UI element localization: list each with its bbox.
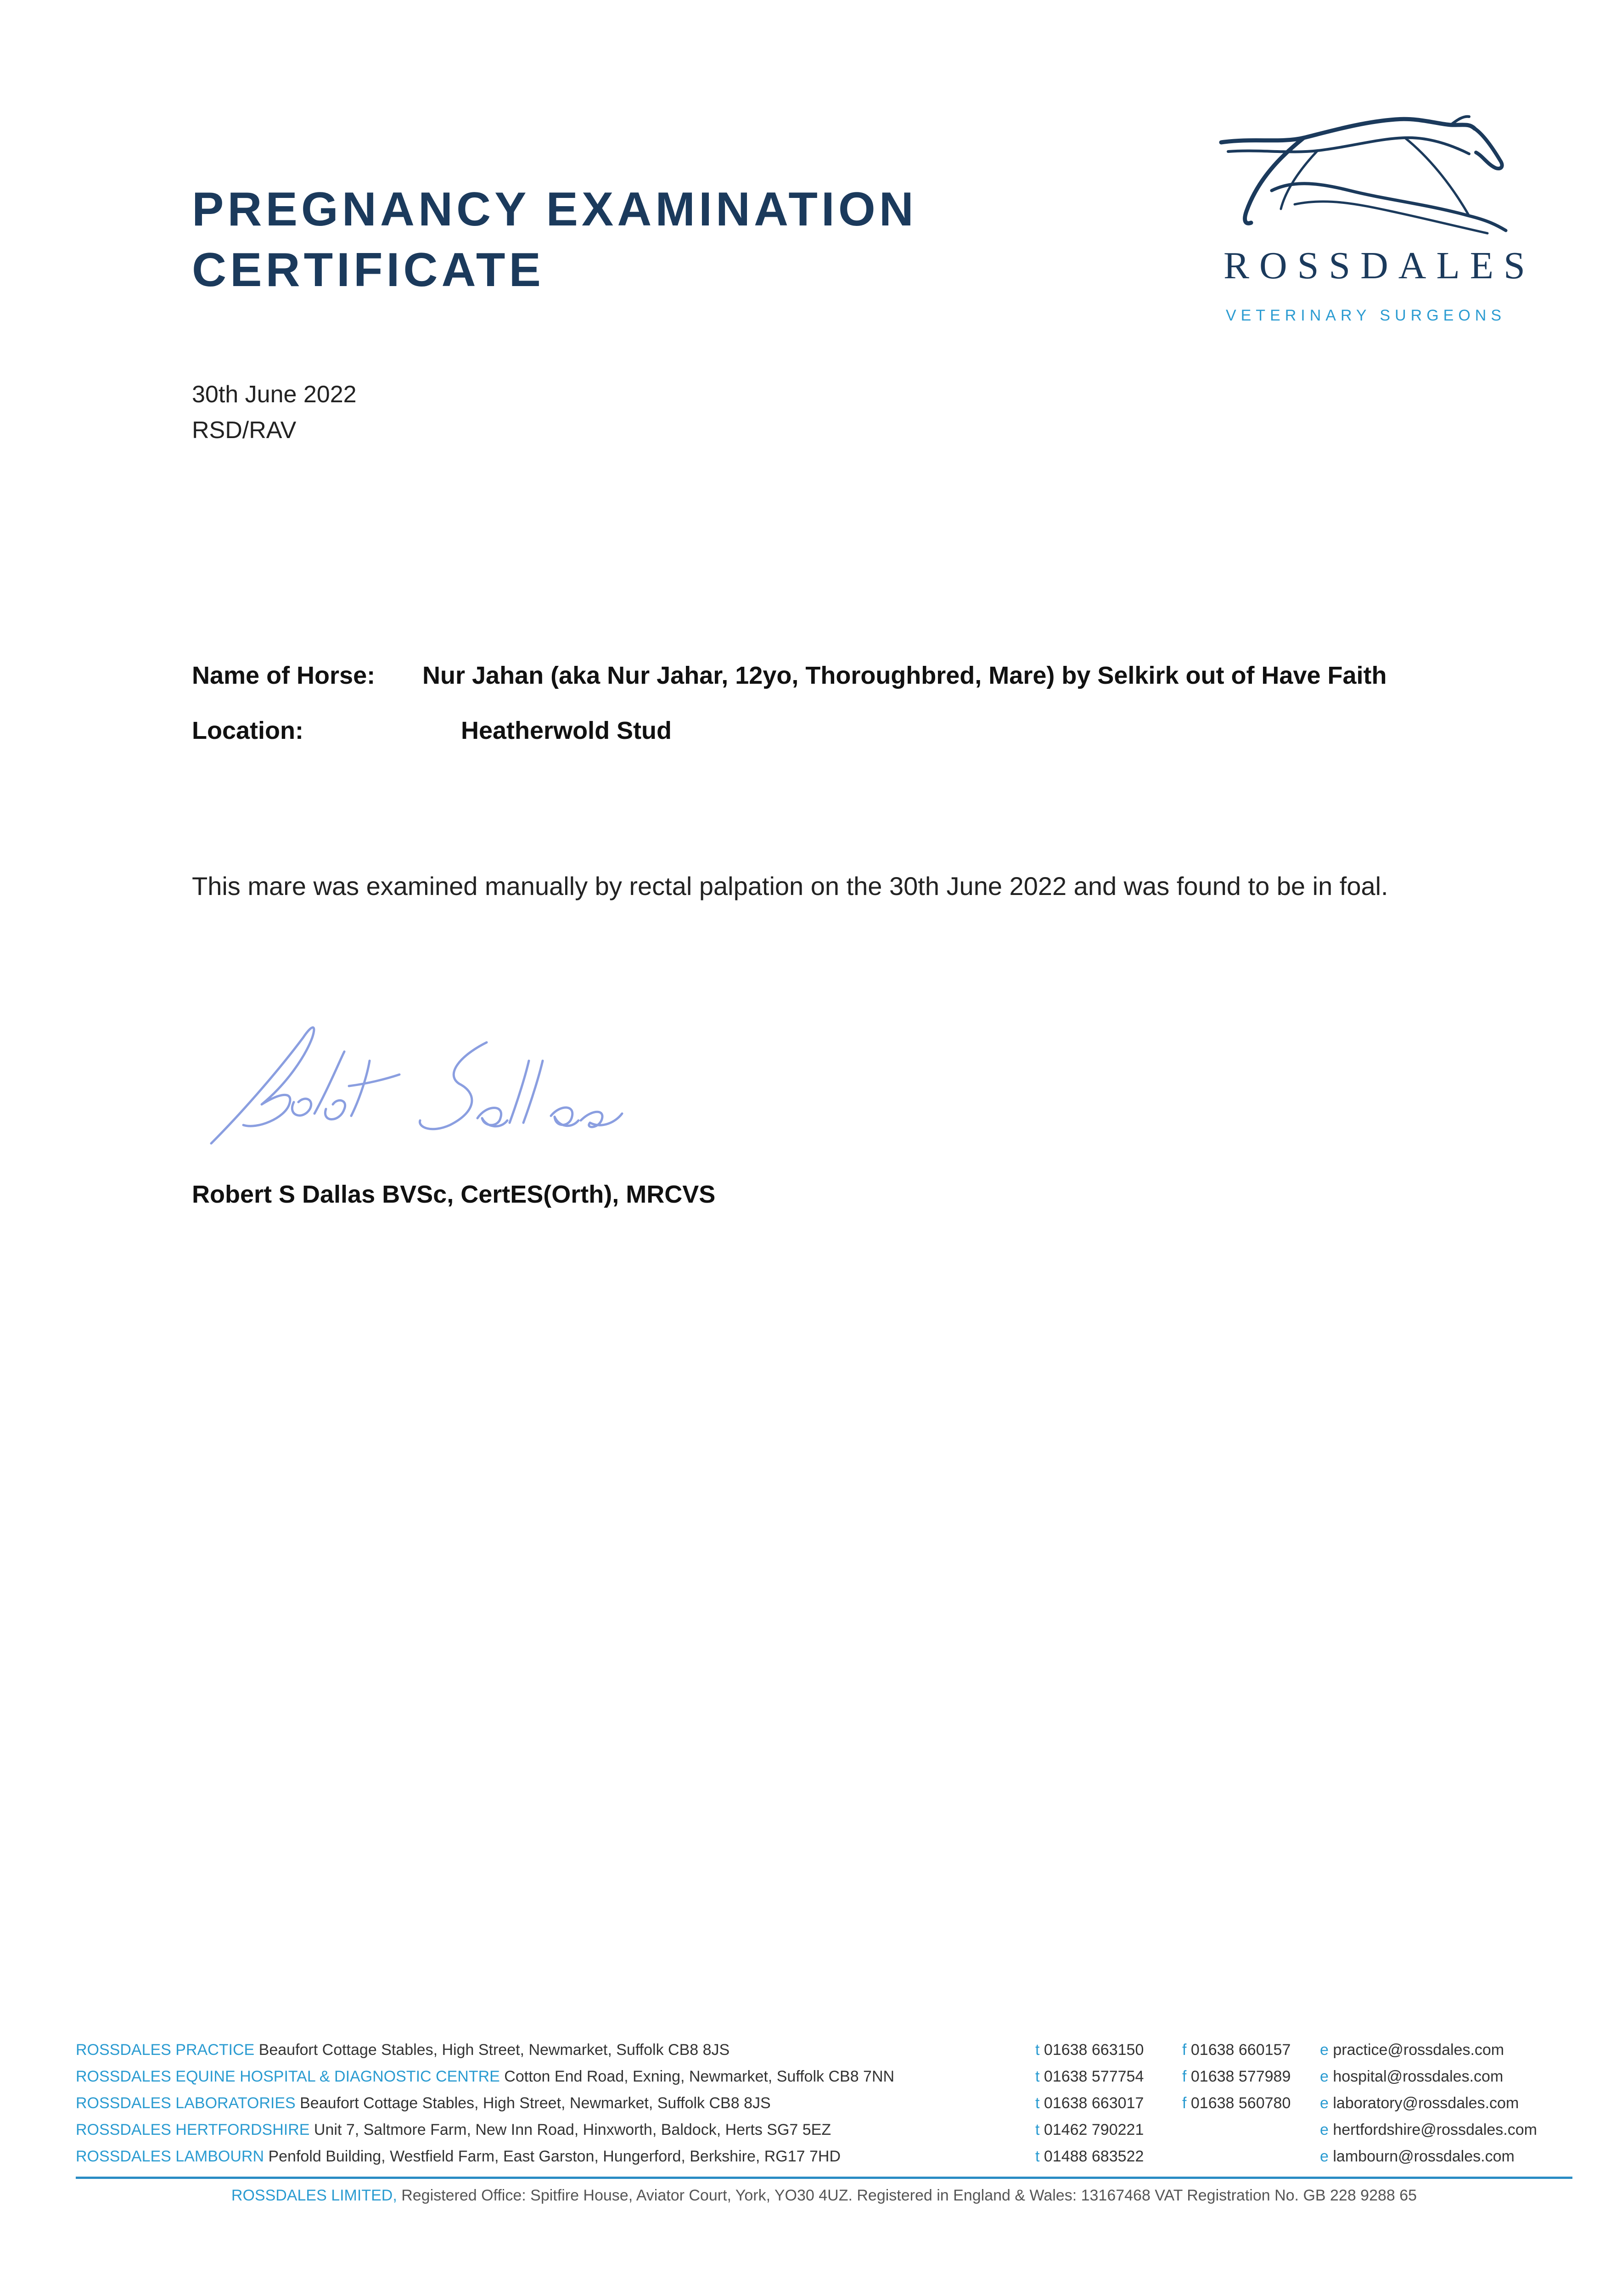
office-address: Cotton End Road, Exning, Newmarket, Suffolk CB8 7NN: [500, 2068, 895, 2085]
footer-divider: [76, 2177, 1572, 2179]
office-phone: 01462 790221: [1039, 2121, 1144, 2138]
logo-subtitle: VETERINARY SURGEONS: [1225, 307, 1506, 324]
office-name: ROSSDALES LAMBOURN: [76, 2148, 264, 2165]
office-line: [76, 2041, 730, 2059]
title-line-1: PREGNANCY EXAMINATION: [192, 183, 917, 236]
phone-cell: [1035, 2068, 1144, 2086]
horse-name-label: Name of Horse:: [192, 662, 376, 689]
email-prefix: e: [1320, 2121, 1329, 2138]
office-email: hertfordshire@rossdales.com: [1328, 2121, 1537, 2138]
footer-row-hertfordshire: [76, 2121, 1572, 2148]
email-prefix: e: [1320, 2094, 1329, 2112]
handwritten-signature: [202, 1010, 661, 1157]
footer-row-hospital: [76, 2068, 1572, 2094]
office-fax: 01638 560780: [1186, 2094, 1291, 2112]
footer-offices: [76, 2041, 1572, 2174]
phone-cell: [1035, 2121, 1144, 2139]
office-line: [76, 2094, 771, 2112]
email-cell: [1320, 2148, 1515, 2166]
location-label: Location:: [192, 717, 303, 744]
office-phone: 01638 663150: [1039, 2041, 1144, 2059]
office-email: lambourn@rossdales.com: [1328, 2148, 1515, 2165]
office-name: ROSSDALES PRACTICE: [76, 2041, 255, 2059]
phone-prefix: t: [1035, 2121, 1040, 2138]
email-cell: [1320, 2068, 1503, 2086]
title-line-2: CERTIFICATE: [192, 243, 544, 297]
reference-code: RSD/RAV: [192, 417, 297, 444]
email-prefix: e: [1320, 2148, 1329, 2165]
fax-prefix: f: [1182, 2041, 1187, 2059]
office-name: ROSSDALES LABORATORIES: [76, 2094, 296, 2112]
certificate-title: [192, 179, 917, 300]
office-phone: 01638 577754: [1039, 2068, 1144, 2085]
phone-prefix: t: [1035, 2148, 1040, 2165]
office-name: ROSSDALES HERTFORDSHIRE: [76, 2121, 310, 2138]
legal-company-name: ROSSDALES LIMITED,: [231, 2187, 397, 2204]
phone-prefix: t: [1035, 2041, 1040, 2059]
phone-cell: [1035, 2041, 1144, 2059]
fax-prefix: f: [1182, 2094, 1187, 2112]
horse-name-value: Nur Jahan (aka Nur Jahar, 12yo, Thoroughbred, Mare) by Selkirk out of Have Faith: [422, 662, 1387, 689]
location-value: Heatherwold Stud: [461, 717, 672, 744]
office-email: practice@rossdales.com: [1328, 2041, 1504, 2059]
footer-row-laboratories: [76, 2094, 1572, 2121]
office-line: [76, 2148, 841, 2166]
phone-prefix: t: [1035, 2094, 1040, 2112]
office-address: Penfold Building, Westfield Farm, East Garston, Hungerford, Berkshire, RG17 7HD: [264, 2148, 841, 2165]
footer-row-lambourn: [76, 2148, 1572, 2174]
examination-statement: This mare was examined manually by rectal palpation on the 30th June 2022 and was found to be in foal.: [192, 872, 1388, 900]
office-phone: 01488 683522: [1039, 2148, 1144, 2165]
horse-logo-icon: [1212, 110, 1535, 331]
email-cell: [1320, 2041, 1504, 2059]
phone-cell: [1035, 2094, 1144, 2112]
email-cell: [1320, 2121, 1537, 2139]
office-address: Unit 7, Saltmore Farm, New Inn Road, Hinxworth, Baldock, Herts SG7 5EZ: [309, 2121, 831, 2138]
office-address: Beaufort Cottage Stables, High Street, Newmarket, Suffolk CB8 8JS: [295, 2094, 771, 2112]
certificate-date: 30th June 2022: [192, 381, 357, 408]
logo-wordmark: ROSSDALES: [1224, 244, 1535, 287]
email-prefix: e: [1320, 2041, 1329, 2059]
office-email: laboratory@rossdales.com: [1328, 2094, 1519, 2112]
legal-notice: [76, 2187, 1572, 2205]
fax-cell: [1182, 2068, 1291, 2086]
phone-prefix: t: [1035, 2068, 1040, 2085]
legal-registration-text: Registered Office: Spitfire House, Aviator Court, York, YO30 4UZ. Registered in England & Wales: 13167468 VAT Registration No. GB 228 9288 65: [397, 2187, 1417, 2204]
reference-block: [192, 377, 357, 448]
fax-cell: [1182, 2041, 1291, 2059]
email-prefix: e: [1320, 2068, 1329, 2085]
office-email: hospital@rossdales.com: [1328, 2068, 1504, 2085]
email-cell: [1320, 2094, 1519, 2112]
office-fax: 01638 577989: [1186, 2068, 1291, 2085]
office-line: [76, 2121, 831, 2139]
office-fax: 01638 660157: [1186, 2041, 1291, 2059]
footer-row-practice: [76, 2041, 1572, 2068]
phone-cell: [1035, 2148, 1144, 2166]
fax-prefix: f: [1182, 2068, 1187, 2085]
office-phone: 01638 663017: [1039, 2094, 1144, 2112]
fax-cell: [1182, 2094, 1291, 2112]
office-address: Beaufort Cottage Stables, High Street, Newmarket, Suffolk CB8 8JS: [254, 2041, 730, 2059]
signer-name: Robert S Dallas BVSc, CertES(Orth), MRCVS: [192, 1181, 716, 1208]
office-name: ROSSDALES EQUINE HOSPITAL & DIAGNOSTIC CENTRE: [76, 2068, 500, 2085]
office-line: [76, 2068, 894, 2086]
